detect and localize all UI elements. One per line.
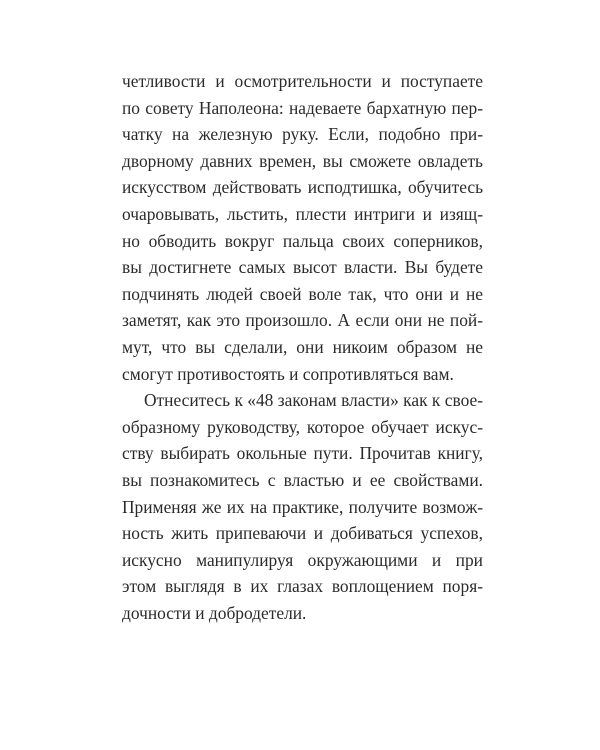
text-line: ность жить припеваючи и добиваться успехов, bbox=[122, 523, 483, 544]
text-line: ству выбирать окольные пути. Прочитав книгу, bbox=[122, 443, 483, 464]
text-line: вы познакомитесь с властью и ее свойствами. bbox=[122, 469, 483, 490]
text-line: мут, что вы сделали, они никоим образом не bbox=[122, 336, 483, 357]
text-line: искусством действовать исподтишка, обучитесь bbox=[122, 177, 483, 198]
text-line: этом выглядя в их глазах воплощением поря- bbox=[122, 576, 483, 597]
text-line: вы достигнете самых высот власти. Вы будете bbox=[122, 257, 483, 278]
text-line: искусно манипулируя окружающими и при bbox=[122, 549, 483, 570]
text-line: заметят, как это произошло. А если они не пой- bbox=[122, 310, 483, 331]
text-line: Применяя же их на практике, получите возмож- bbox=[122, 496, 483, 517]
body-text bbox=[122, 68, 483, 626]
text-line: дворному давних времен, вы сможете овладеть bbox=[122, 150, 483, 171]
text-line: чатку на железную руку. Если, подобно при- bbox=[122, 124, 483, 145]
text-line: смогут противостоять и сопротивляться вам. bbox=[122, 363, 454, 384]
paragraph bbox=[122, 387, 483, 626]
paragraph bbox=[122, 68, 483, 387]
text-line: но обводить вокруг пальца своих соперников, bbox=[122, 230, 483, 251]
text-line: подчинять людей своей воле так, что они и не bbox=[122, 283, 483, 304]
text-line: по совету Наполеона: надеваете бархатную пер- bbox=[122, 97, 483, 118]
text-line: образному руководству, которое обучает искус- bbox=[122, 416, 483, 437]
text-line: дочности и добродетели. bbox=[122, 602, 307, 623]
text-line: Отнеситесь к «48 законам власти» как к свое- bbox=[144, 390, 483, 411]
text-line: четливости и осмотрительности и поступаете bbox=[122, 71, 483, 91]
text-line: очаровывать, льстить, плести интриги и изящ- bbox=[122, 203, 483, 224]
